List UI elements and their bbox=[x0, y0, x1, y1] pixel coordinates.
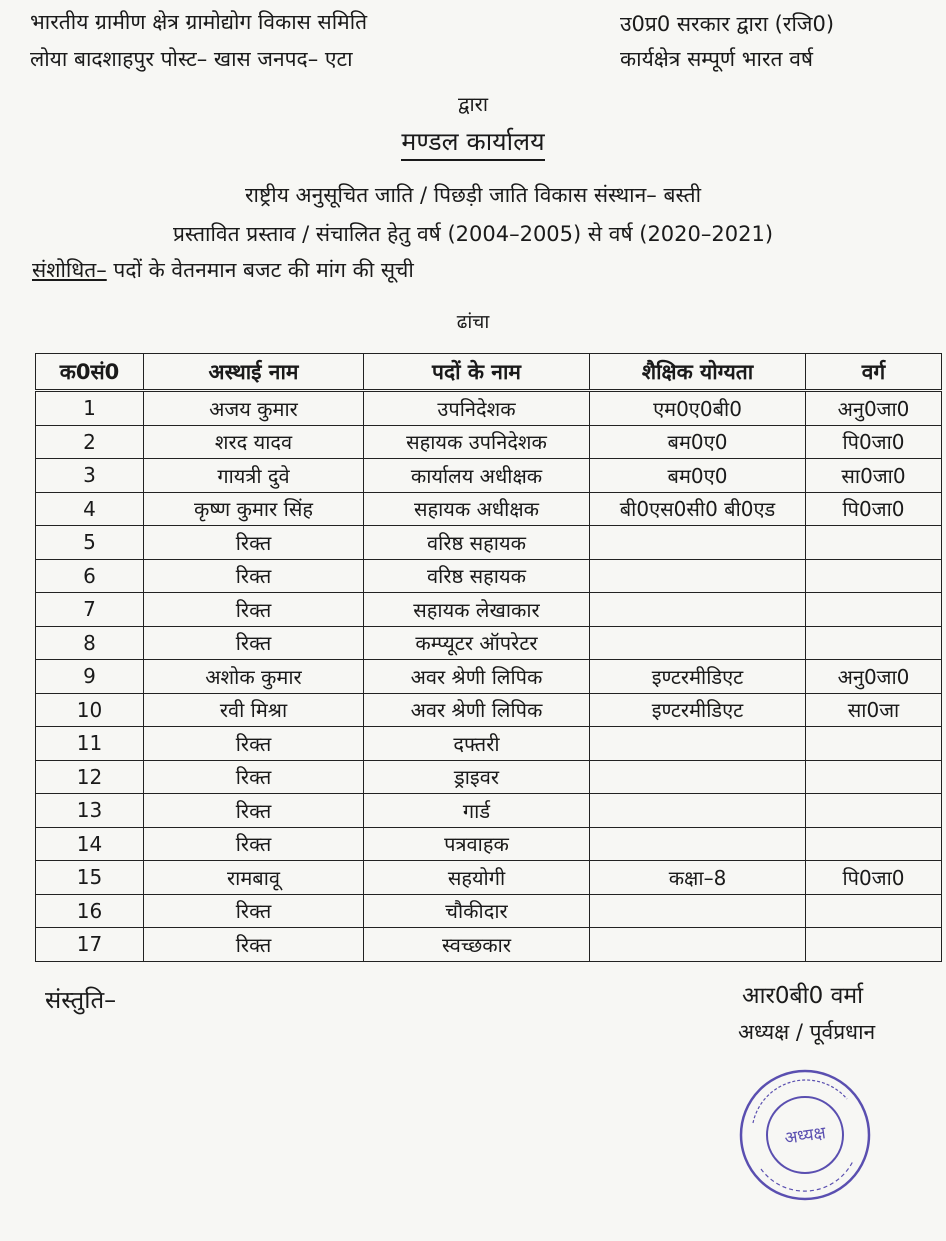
cell-post: सहयोगी bbox=[364, 861, 590, 895]
header-name: अस्थाई नाम bbox=[144, 354, 364, 391]
table-row bbox=[36, 760, 942, 794]
cell-serial-no: 12 bbox=[36, 760, 144, 794]
table-row bbox=[36, 894, 942, 928]
table-header-row bbox=[36, 354, 942, 391]
header-post: पदों के नाम bbox=[364, 354, 590, 391]
table-row bbox=[36, 459, 942, 493]
cell-category: अनु0जा0 bbox=[806, 391, 942, 426]
table-row bbox=[36, 425, 942, 459]
cell-post: पत्रवाहक bbox=[364, 827, 590, 861]
revised-label: संशोधित– bbox=[32, 258, 107, 282]
cell-qualification bbox=[590, 894, 806, 928]
cell-qualification bbox=[590, 928, 806, 962]
cell-name: अजय कुमार bbox=[144, 391, 364, 426]
cell-serial-no: 17 bbox=[36, 928, 144, 962]
proposal-line: प्रस्तावित प्रस्ताव / संचालित हेतु वर्ष (2004–2005) से वर्ष (2020–2021) bbox=[172, 222, 774, 246]
revised-line bbox=[32, 256, 414, 284]
cell-serial-no: 5 bbox=[36, 526, 144, 560]
signatory-title: अध्यक्ष / पूर्वप्रधान bbox=[738, 1020, 876, 1044]
cell-name: रवी मिश्रा bbox=[144, 693, 364, 727]
cell-post: वरिष्ठ सहायक bbox=[364, 526, 590, 560]
cell-name: रिक्त bbox=[144, 626, 364, 660]
cell-qualification bbox=[590, 626, 806, 660]
cell-qualification: बी0एस0सी0 बी0एड bbox=[590, 492, 806, 526]
cell-post: वरिष्ठ सहायक bbox=[364, 559, 590, 593]
cell-post: सहायक लेखाकार bbox=[364, 593, 590, 627]
cell-name: रिक्त bbox=[144, 760, 364, 794]
cell-name: रिक्त bbox=[144, 827, 364, 861]
cell-name: रिक्त bbox=[144, 526, 364, 560]
cell-name: रिक्त bbox=[144, 727, 364, 761]
cell-category bbox=[806, 593, 942, 627]
cell-post: सहायक उपनिदेशक bbox=[364, 425, 590, 459]
cell-category bbox=[806, 794, 942, 828]
header-qualification: शैक्षिक योग्यता bbox=[590, 354, 806, 391]
cell-post: स्वच्छकार bbox=[364, 928, 590, 962]
registration-text: उ0प्र0 सरकार द्वारा (रजि0) bbox=[620, 12, 835, 36]
cell-serial-no: 7 bbox=[36, 593, 144, 627]
table-row bbox=[36, 827, 942, 861]
cell-post: कम्प्यूटर ऑपरेटर bbox=[364, 626, 590, 660]
office-title bbox=[0, 124, 946, 158]
cell-category bbox=[806, 526, 942, 560]
cell-post: अवर श्रेणी लिपिक bbox=[364, 693, 590, 727]
cell-serial-no: 15 bbox=[36, 861, 144, 895]
cell-category bbox=[806, 827, 942, 861]
cell-qualification: एम0ए0बी0 bbox=[590, 391, 806, 426]
cell-serial-no: 3 bbox=[36, 459, 144, 493]
cell-post: गार्ड bbox=[364, 794, 590, 828]
cell-name: रिक्त bbox=[144, 593, 364, 627]
revised-text: पदों के वेतनमान बजट की मांग की सूची bbox=[106, 258, 414, 282]
structure-label: ढांचा bbox=[456, 311, 490, 333]
cell-category: पि0जा0 bbox=[806, 492, 942, 526]
cell-qualification: बम0ए0 bbox=[590, 425, 806, 459]
cell-post: चौकीदार bbox=[364, 894, 590, 928]
cell-category: पि0जा0 bbox=[806, 861, 942, 895]
cell-post: अवर श्रेणी लिपिक bbox=[364, 660, 590, 694]
table-row bbox=[36, 593, 942, 627]
cell-post: सहायक अधीक्षक bbox=[364, 492, 590, 526]
table-row bbox=[36, 526, 942, 560]
cell-serial-no: 8 bbox=[36, 626, 144, 660]
cell-name: रिक्त bbox=[144, 794, 364, 828]
signatory-name: आर0बी0 वर्मा bbox=[742, 983, 864, 1009]
cell-name: रिक्त bbox=[144, 928, 364, 962]
cell-category: पि0जा0 bbox=[806, 425, 942, 459]
cell-category bbox=[806, 626, 942, 660]
cell-qualification bbox=[590, 593, 806, 627]
cell-post: दफ्तरी bbox=[364, 727, 590, 761]
cell-qualification bbox=[590, 760, 806, 794]
org-address: लोया बादशाहपुर पोस्ट– खास जनपद– एटा bbox=[30, 47, 353, 71]
header-category: वर्ग bbox=[806, 354, 942, 391]
cell-name: रिक्त bbox=[144, 559, 364, 593]
cell-serial-no: 2 bbox=[36, 425, 144, 459]
via-label: द्वारा bbox=[457, 92, 489, 116]
office-title-text: मण्डल कार्यालय bbox=[401, 127, 544, 161]
table-row bbox=[36, 391, 942, 426]
cell-qualification bbox=[590, 794, 806, 828]
cell-name: गायत्री दुवे bbox=[144, 459, 364, 493]
official-seal-stamp bbox=[735, 1065, 875, 1205]
cell-qualification: इण्टरमीडिएट bbox=[590, 693, 806, 727]
cell-qualification: बम0ए0 bbox=[590, 459, 806, 493]
table-row bbox=[36, 693, 942, 727]
staff-table bbox=[35, 353, 942, 962]
cell-serial-no: 4 bbox=[36, 492, 144, 526]
cell-serial-no: 6 bbox=[36, 559, 144, 593]
cell-name: रिक्त bbox=[144, 894, 364, 928]
seal-center-text: अध्यक्ष bbox=[783, 1123, 828, 1149]
cell-qualification bbox=[590, 827, 806, 861]
org-name: भारतीय ग्रामीण क्षेत्र ग्रामोद्योग विकास समिति bbox=[30, 10, 368, 34]
cell-serial-no: 16 bbox=[36, 894, 144, 928]
cell-category: अनु0जा0 bbox=[806, 660, 942, 694]
header-serial-no: क0सं0 bbox=[36, 354, 144, 391]
cell-serial-no: 1 bbox=[36, 391, 144, 426]
table-row bbox=[36, 794, 942, 828]
cell-category bbox=[806, 928, 942, 962]
cell-serial-no: 10 bbox=[36, 693, 144, 727]
cell-qualification: इण्टरमीडिएट bbox=[590, 660, 806, 694]
cell-name: रामबावू bbox=[144, 861, 364, 895]
recommend-label: संस्तुति– bbox=[45, 986, 117, 1014]
cell-category bbox=[806, 894, 942, 928]
cell-serial-no: 13 bbox=[36, 794, 144, 828]
table-row bbox=[36, 861, 942, 895]
table-row bbox=[36, 928, 942, 962]
cell-post: ड्राइवर bbox=[364, 760, 590, 794]
cell-category: सा0जा0 bbox=[806, 459, 942, 493]
cell-category bbox=[806, 760, 942, 794]
cell-name: शरद यादव bbox=[144, 425, 364, 459]
cell-category bbox=[806, 559, 942, 593]
table-row bbox=[36, 660, 942, 694]
table-row bbox=[36, 492, 942, 526]
cell-qualification bbox=[590, 727, 806, 761]
cell-qualification bbox=[590, 559, 806, 593]
table-row bbox=[36, 727, 942, 761]
cell-serial-no: 14 bbox=[36, 827, 144, 861]
cell-serial-no: 9 bbox=[36, 660, 144, 694]
cell-category: सा0जा bbox=[806, 693, 942, 727]
cell-qualification bbox=[590, 526, 806, 560]
cell-post: कार्यालय अधीक्षक bbox=[364, 459, 590, 493]
cell-name: कृष्ण कुमार सिंह bbox=[144, 492, 364, 526]
cell-serial-no: 11 bbox=[36, 727, 144, 761]
cell-name: अशोक कुमार bbox=[144, 660, 364, 694]
institute-line: राष्ट्रीय अनुसूचित जाति / पिछड़ी जाति विकास संस्थान– बस्ती bbox=[244, 183, 702, 207]
table-row bbox=[36, 626, 942, 660]
table-row bbox=[36, 559, 942, 593]
cell-category bbox=[806, 727, 942, 761]
table-body bbox=[36, 391, 942, 962]
cell-qualification: कक्षा–8 bbox=[590, 861, 806, 895]
work-area-text: कार्यक्षेत्र सम्पूर्ण भारत वर्ष bbox=[620, 47, 814, 71]
cell-post: उपनिदेशक bbox=[364, 391, 590, 426]
